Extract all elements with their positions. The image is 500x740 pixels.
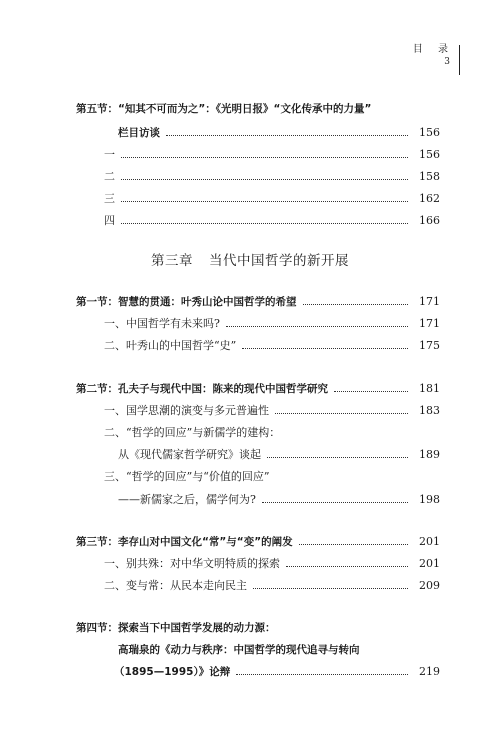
toc-entry[interactable] (0, 188, 500, 208)
ch3-s1-title[interactable] (0, 291, 500, 311)
section-title: 第三节：李存山对中国文化“常”与“变”的阐发 (76, 535, 293, 548)
ch3-s4-title-line2 (0, 639, 500, 659)
entry-label: 一、别共殊：对中华文明特质的探索 (104, 557, 280, 570)
section-title: 第四节：探索当下中国哲学发展的动力源： (76, 621, 276, 634)
page-number: 201 (419, 556, 440, 570)
page-number: 166 (419, 213, 440, 227)
toc-entry[interactable] (0, 210, 500, 230)
dot-leader (267, 457, 408, 458)
page-number: 156 (419, 125, 440, 139)
page-number: 198 (419, 492, 440, 506)
toc-entry[interactable] (0, 144, 500, 164)
ch3-s4-title-line3[interactable] (0, 661, 500, 681)
toc-entry[interactable] (0, 335, 500, 355)
page-number: 156 (419, 147, 440, 161)
entry-label-cont: ——新儒家之后，儒学何为? (118, 493, 256, 506)
page-number: 162 (419, 191, 440, 205)
chapter-title: 当代中国哲学的新开展 (209, 253, 349, 269)
entry-label: 四 (104, 214, 115, 227)
toc-entry[interactable] (0, 553, 500, 573)
page-number: 175 (419, 338, 440, 352)
section-title-cont: （1895—1995）》论辩 (114, 665, 231, 678)
entry-label: 三 (104, 192, 115, 205)
header-page-number: 3 (444, 57, 450, 67)
dot-leader (236, 674, 408, 675)
dot-leader (121, 179, 408, 180)
ch3-s3-title[interactable] (0, 531, 500, 551)
entry-label: 三、“哲学的回应”与“价值的回应” (104, 470, 270, 483)
ch3-s2-title[interactable] (0, 378, 500, 398)
section5-title-line2[interactable] (0, 122, 500, 142)
dot-leader (275, 413, 408, 414)
toc-entry[interactable] (0, 575, 500, 595)
section-title-cont: 高瑞泉的《动力与秩序：中国哲学的现代追寻与转向 (118, 643, 360, 656)
entry-label: 一 (104, 148, 115, 161)
page-number: 189 (419, 447, 440, 461)
page-number: 209 (419, 578, 440, 592)
section5-title: 第五节：“知其不可而为之”：《光明日报》“文化传承中的力量” (76, 102, 372, 115)
dot-leader (334, 391, 408, 392)
toc-entry-line2[interactable] (0, 444, 500, 464)
dot-leader (303, 304, 409, 305)
section5-title-cont: 栏目访谈 (118, 126, 160, 139)
page-number: 219 (419, 664, 440, 678)
page-number: 183 (419, 403, 440, 417)
running-header (413, 40, 458, 67)
entry-label: 一、国学思潮的演变与多元普遍性 (104, 404, 269, 417)
dot-leader (242, 348, 408, 349)
dot-leader (121, 223, 408, 224)
toc-entry-line1 (0, 466, 500, 486)
entry-label: 二、变与常：从民本走向民主 (104, 579, 247, 592)
header-title: 目 录 (412, 44, 454, 55)
page-number: 201 (419, 534, 440, 548)
toc-entry[interactable] (0, 313, 500, 333)
page-number: 171 (419, 316, 440, 330)
dot-leader (121, 157, 408, 158)
dot-leader (166, 135, 408, 136)
ch3-s4-title-line1 (0, 617, 500, 637)
entry-label: 二 (104, 170, 115, 183)
entry-label-cont: 从《现代儒家哲学研究》谈起 (118, 448, 261, 461)
section-title: 第一节：智慧的贯通：叶秀山论中国哲学的希望 (76, 295, 297, 308)
toc-entry[interactable] (0, 166, 500, 186)
entry-label: 二、叶秀山的中国哲学“史” (104, 339, 237, 352)
dot-leader (286, 566, 408, 567)
toc-entry-line2[interactable] (0, 489, 500, 509)
dot-leader (299, 544, 408, 545)
page-number: 181 (419, 381, 440, 395)
toc-entry-line1 (0, 422, 500, 442)
section5-title-line1 (0, 98, 500, 118)
section-title: 第二节：孔夫子与现代中国：陈来的现代中国哲学研究 (76, 382, 328, 395)
entry-label: 二、“哲学的回应”与新儒学的建构： (104, 426, 281, 439)
header-rule (459, 45, 461, 75)
toc-entry[interactable] (0, 400, 500, 420)
dot-leader (262, 502, 408, 503)
page-number: 158 (419, 169, 440, 183)
chapter-number: 第三章 (151, 253, 193, 269)
dot-leader (253, 588, 408, 589)
entry-label: 一、中国哲学有未来吗? (104, 317, 220, 330)
page-number: 171 (419, 294, 440, 308)
chapter-heading (0, 249, 500, 269)
dot-leader (226, 326, 408, 327)
dot-leader (121, 201, 408, 202)
